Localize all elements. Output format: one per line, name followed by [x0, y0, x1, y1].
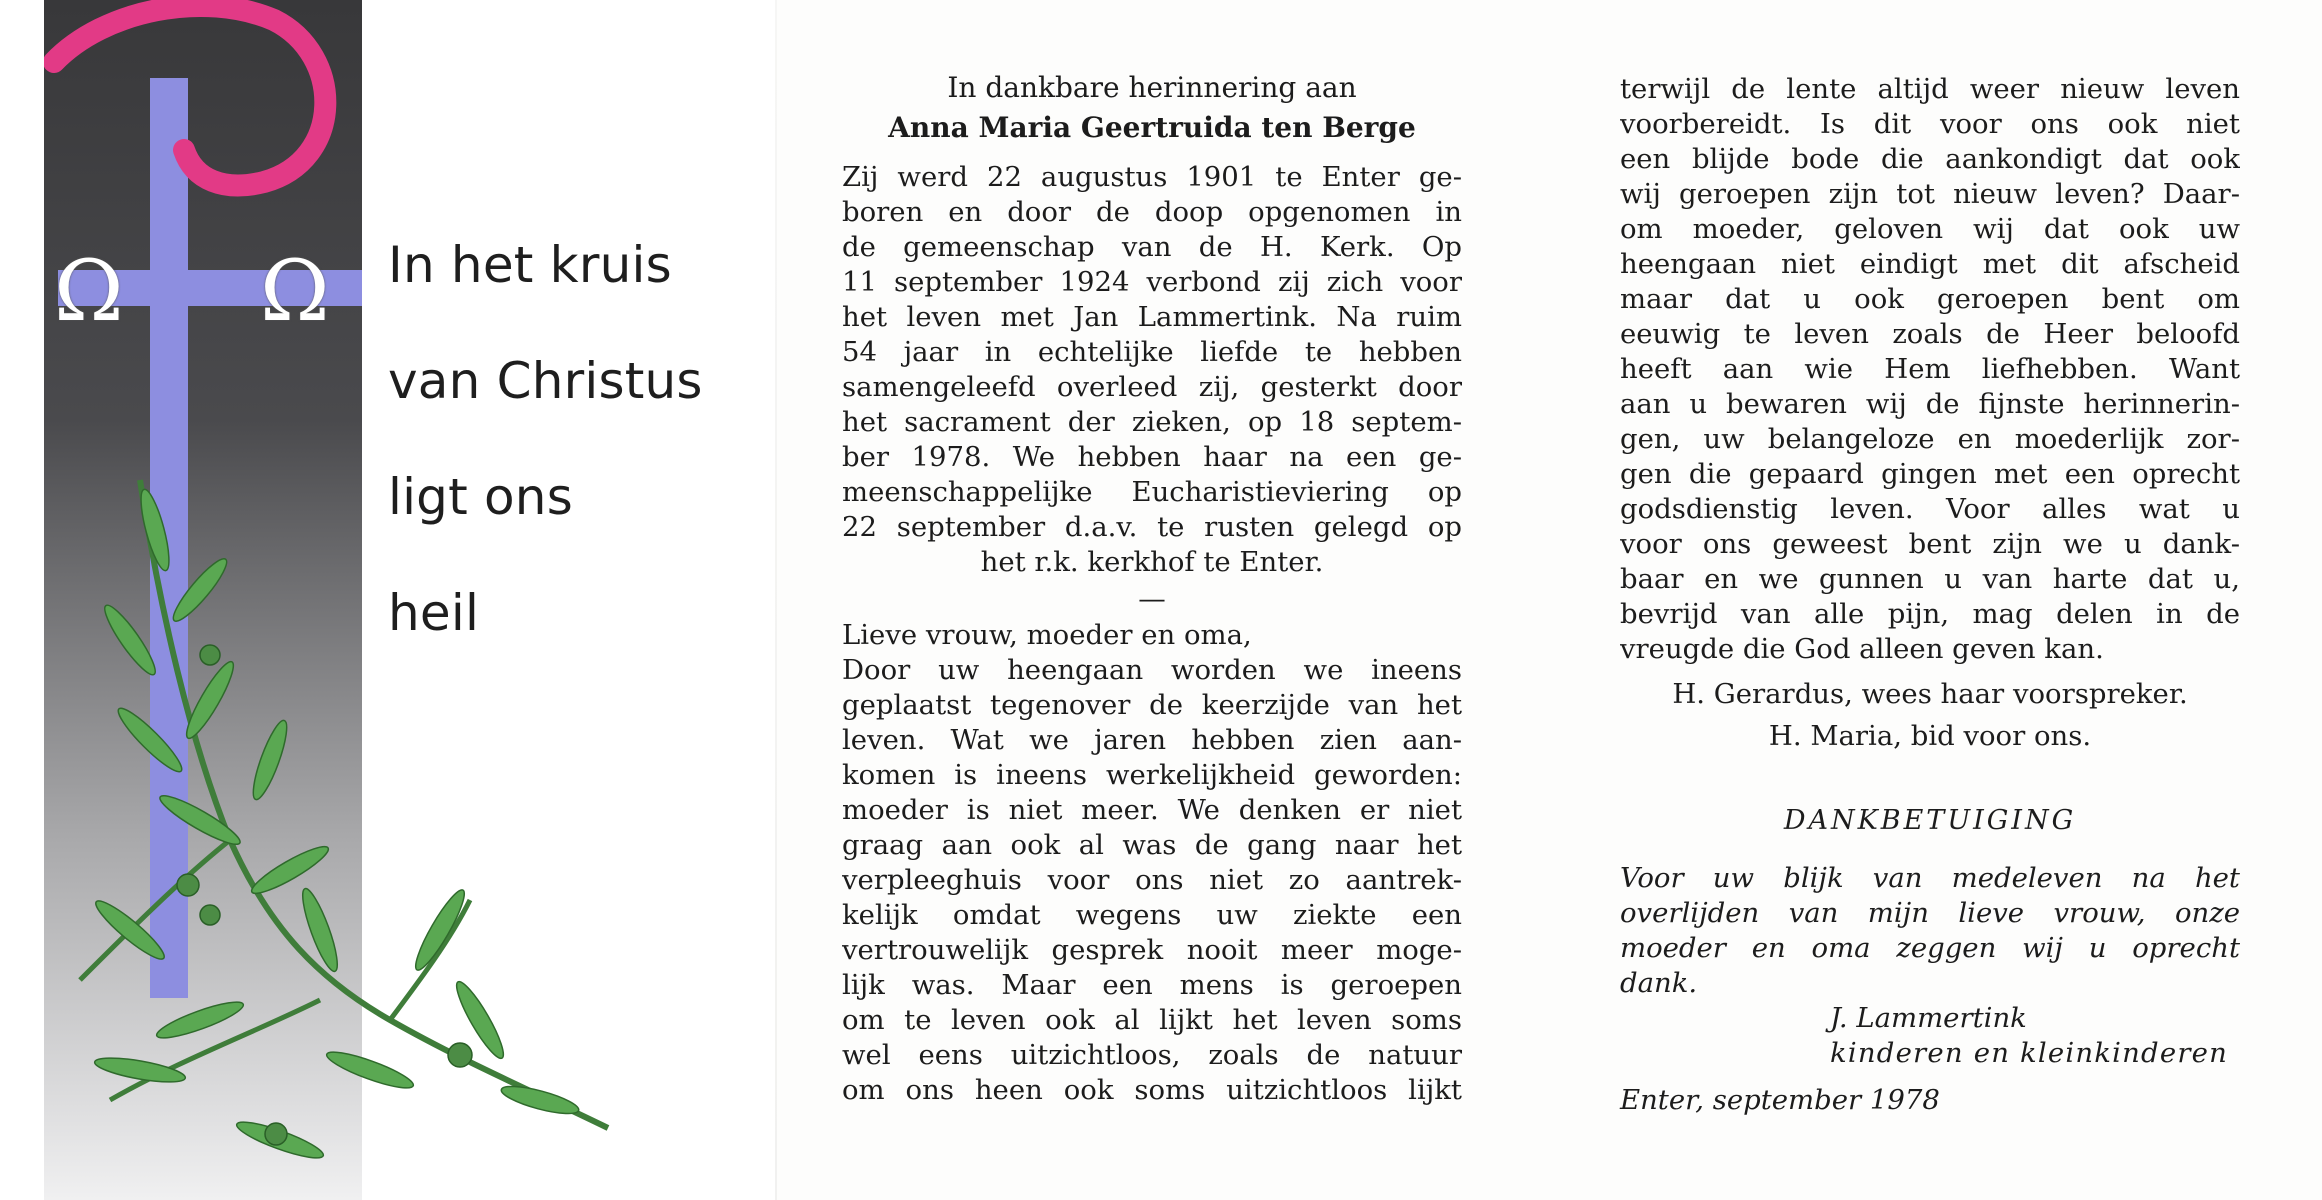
- bio-line: ber 1978. We hebben haar na een ge-: [842, 441, 1462, 473]
- omega-left-glyph: Ω: [54, 242, 124, 340]
- letter-line: verpleeghuis voor ons niet zo aantrek-: [842, 864, 1462, 896]
- letter-line: bevrijd van alle pijn, mag delen in de: [1620, 598, 2240, 630]
- letter-line: om te leven ook al lijkt het leven soms: [842, 1004, 1462, 1036]
- letter-line: maar dat u ook geroepen bent om: [1620, 283, 2240, 315]
- motto-line-1: In het kruis: [388, 236, 672, 294]
- motto-line-4: heil: [388, 584, 480, 642]
- cover-panel: [0, 0, 775, 1200]
- letter-line: moeder is niet meer. We denken er niet: [842, 794, 1462, 826]
- letter-line: baar en we gunnen u van harte dat u,: [1620, 563, 2240, 595]
- thanks-title: DANKBETUIGING: [1783, 805, 2077, 836]
- bio-line: samengeleefd overleed zij, gesterkt door: [842, 371, 1462, 403]
- letter-line: geplaatst tegenover de keerzijde van het: [842, 689, 1462, 721]
- bio-line: 54 jaar in echtelijke liefde te hebben: [842, 336, 1462, 368]
- letter-line: leven. Wat we jaren hebben zien aan-: [842, 724, 1462, 756]
- letter-line: Door uw heengaan worden we ineens: [842, 654, 1462, 686]
- prayer-maria: H. Maria, bid voor ons.: [1768, 720, 2092, 752]
- intro-heading: In dankbare herinnering aan: [947, 71, 1357, 104]
- fold-line: [775, 0, 777, 1200]
- thanks-last-line: dank.: [1620, 967, 1698, 999]
- letter-line: heeft aan wie Hem liefhebben. Want: [1620, 353, 2240, 385]
- bio-line: Zij werd 22 augustus 1901 te Enter ge-: [842, 161, 1462, 193]
- letter-line: graag aan ook al was de gang naar het: [842, 829, 1462, 861]
- motto-line-2: van Christus: [388, 352, 703, 410]
- motto-text: [388, 230, 748, 694]
- letter-line: wel eens uitzichtloos, zoals de natuur: [842, 1039, 1462, 1071]
- alpha-omega-icon: [44, 242, 362, 340]
- right-column: [1620, 72, 2240, 1118]
- letter-line: voorbereidt. Is dit voor ons ook niet: [1620, 108, 2240, 140]
- letter-line: wij geroepen zijn tot nieuw leven? Daar-: [1620, 178, 2240, 210]
- letter-line: gen, uw belangeloze en moederlijk zor-: [1620, 423, 2240, 455]
- letter-salutation: Lieve vrouw, moeder en oma,: [842, 619, 1252, 651]
- letter-line: godsdienstig leven. Voor alles wat u: [1620, 493, 2240, 525]
- middle-column: [842, 68, 1462, 1108]
- bio-line: de gemeenschap van de H. Kerk. Op: [842, 231, 1462, 263]
- letter-line: om moeder, geloven wij dat ook uw: [1620, 213, 2240, 245]
- bio-last-line: het r.k. kerkhof te Enter.: [980, 546, 1324, 578]
- separator-dash: —: [1138, 583, 1166, 615]
- letter-line: een blijde bode die aankondigt dat ook: [1620, 143, 2240, 175]
- thanks-line: overlijden van mijn lieve vrouw, onze: [1620, 897, 2240, 929]
- deceased-name: Anna Maria Geertruida ten Berge: [888, 111, 1416, 144]
- letter-last-line: vreugde die God alleen geven kan.: [1620, 633, 2104, 665]
- letter-line: heengaan niet eindigt met dit afscheid: [1620, 248, 2240, 280]
- letter-line: terwijl de lente altijd weer nieuw leven: [1620, 73, 2240, 105]
- place-date: Enter, september 1978: [1620, 1084, 1940, 1116]
- motto-line-3: ligt ons: [388, 468, 573, 526]
- letter-line: komen is ineens werkelijkheid geworden:: [842, 759, 1462, 791]
- letter-line: eeuwig te leven zoals de Heer beloofd: [1620, 318, 2240, 350]
- thanks-line: Voor uw blijk van medeleven na het: [1620, 862, 2240, 894]
- bio-line: 22 september d.a.v. te rusten gelegd op: [842, 511, 1462, 543]
- signature-name: J. Lammertink: [1830, 1002, 2027, 1034]
- bio-line: boren en door de doop opgenomen in: [842, 196, 1462, 228]
- omega-right-glyph: Ω: [260, 242, 330, 340]
- bio-line: het leven met Jan Lammertink. Na ruim: [842, 301, 1462, 333]
- signature-family: kinderen en kleinkinderen: [1830, 1037, 2229, 1069]
- letter-line: vertrouwelijk gesprek nooit meer moge-: [842, 934, 1462, 966]
- bio-line: meenschappelijke Eucharistieviering op: [842, 476, 1462, 508]
- bio-line: 11 september 1924 verbond zij zich voor: [842, 266, 1462, 298]
- bio-line: het sacrament der zieken, op 18 septem-: [842, 406, 1462, 438]
- letter-line: lijk was. Maar een mens is geroepen: [842, 969, 1462, 1001]
- letter-line: gen die gepaard gingen met een oprecht: [1620, 458, 2240, 490]
- letter-line: voor ons geweest bent zijn we u dank-: [1620, 528, 2240, 560]
- prayer-gerardus: H. Gerardus, wees haar voorspreker.: [1672, 678, 2188, 710]
- letter-line: kelijk omdat wegens uw ziekte een: [842, 899, 1462, 931]
- letter-line: aan u bewaren wij de fijnste herinnerin-: [1620, 388, 2240, 420]
- thanks-line: moeder en oma zeggen wij u oprecht: [1620, 932, 2240, 964]
- letter-line: om ons heen ook soms uitzichtloos lijkt: [842, 1074, 1462, 1106]
